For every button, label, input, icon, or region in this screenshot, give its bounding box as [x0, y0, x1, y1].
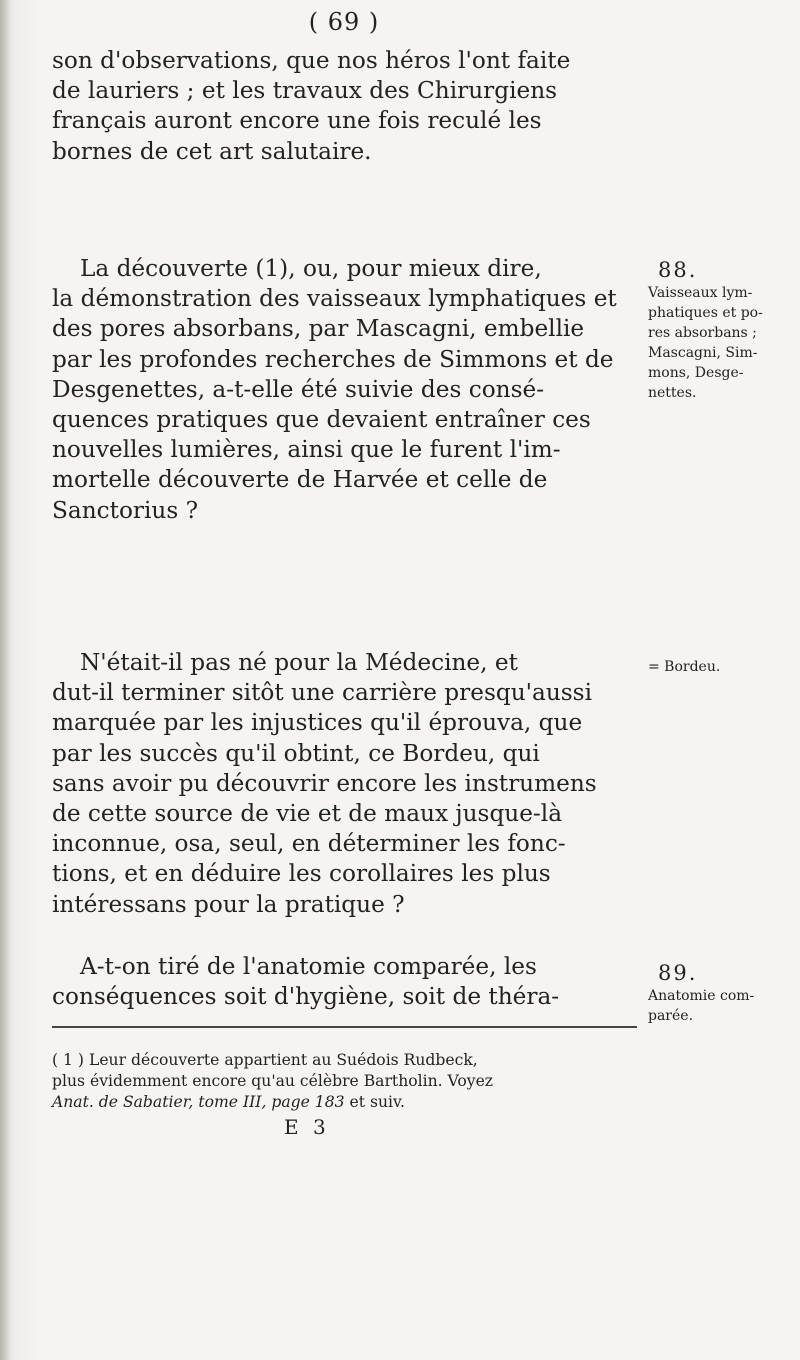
- text-line: par les succès qu'il obtint, ce Bordeu, qui: [52, 739, 540, 767]
- margin-note-line: parée.: [648, 1008, 694, 1024]
- margin-note-line: mons, Desge-: [648, 365, 744, 381]
- text-line: marquée par les injustices qu'il éprouva, que: [52, 709, 583, 737]
- text-line: de lauriers ; et les travaux des Chirurgiens: [52, 77, 558, 105]
- margin-note-number: 88.: [658, 258, 698, 282]
- margin-note-bordeu: [648, 657, 796, 677]
- text-line: de cette source de vie et de maux jusque-là: [52, 800, 563, 828]
- text-line: quences pratiques que devaient entraîner ces: [52, 406, 591, 434]
- footnote-reference-italic: Anat. de Sabatier, tome III, page 183: [52, 1093, 345, 1111]
- margin-note-line: res absorbans ;: [648, 325, 757, 341]
- footnote-reference-tail: et suiv.: [344, 1093, 405, 1111]
- text-line: mortelle découverte de Harvée et celle de: [52, 466, 548, 494]
- page-number: ( 69 ): [308, 8, 380, 36]
- paragraph-3: [52, 648, 637, 920]
- text-line: des pores absorbans, par Mascagni, embellie: [52, 315, 585, 343]
- margin-note-line: Mascagni, Sim-: [648, 345, 758, 361]
- paragraph-4: [52, 952, 637, 1012]
- paragraph-2: [52, 254, 637, 526]
- text-line: sans avoir pu découvrir encore les instrumens: [52, 769, 597, 797]
- margin-note-88: [648, 257, 796, 403]
- text-line: son d'observations, que nos héros l'ont faite: [52, 47, 571, 74]
- text-line: français auront encore une fois reculé les: [52, 107, 542, 135]
- margin-note-line: Anatomie com-: [648, 988, 755, 1004]
- text-line: intéressans pour la pratique ?: [52, 890, 405, 918]
- footnote-line: plus évidemment encore qu'au célèbre Bartholin. Voyez: [52, 1072, 494, 1090]
- text-line: N'était-il pas né pour la Médecine, et: [80, 649, 518, 676]
- text-line: conséquences soit d'hygiène, soit de théra-: [52, 983, 560, 1011]
- text-line: nouvelles lumières, ainsi que le furent l'im-: [52, 436, 561, 464]
- footnote-rule: [52, 1026, 637, 1028]
- signature-mark: E 3: [284, 1115, 330, 1139]
- text-line: dut-il terminer sitôt une carrière presqu'aussi: [52, 679, 592, 707]
- text-line: Desgenettes, a-t-elle été suivie des consé-: [52, 375, 545, 403]
- text-line: inconnue, osa, seul, en déterminer les fonc-: [52, 830, 566, 858]
- footnote: [52, 1050, 632, 1113]
- margin-note-line: = Bordeu.: [648, 659, 721, 675]
- text-line: bornes de cet art salutaire.: [52, 137, 372, 165]
- footnote-line: ( 1 ) Leur découverte appartient au Suédois Rudbeck,: [52, 1051, 478, 1069]
- footnote-reference: [52, 1092, 632, 1113]
- margin-note-line: phatiques et po-: [648, 305, 763, 321]
- text-line: tions, et en déduire les corollaires les plus: [52, 860, 551, 888]
- text-line: La découverte (1), ou, pour mieux dire,: [80, 255, 542, 282]
- margin-note-89: [648, 960, 796, 1026]
- paragraph-1: [52, 46, 637, 167]
- margin-note-line: Vaisseaux lym-: [648, 285, 753, 301]
- text-line: par les profondes recherches de Simmons et de: [52, 345, 614, 373]
- text-line: la démonstration des vaisseaux lymphatiques et: [52, 285, 617, 313]
- binding-gutter: [0, 0, 10, 1360]
- margin-note-line: nettes.: [648, 385, 697, 401]
- text-line: Sanctorius ?: [52, 496, 199, 524]
- margin-note-number: 89.: [658, 961, 698, 985]
- text-line: A-t-on tiré de l'anatomie comparée, les: [80, 953, 537, 980]
